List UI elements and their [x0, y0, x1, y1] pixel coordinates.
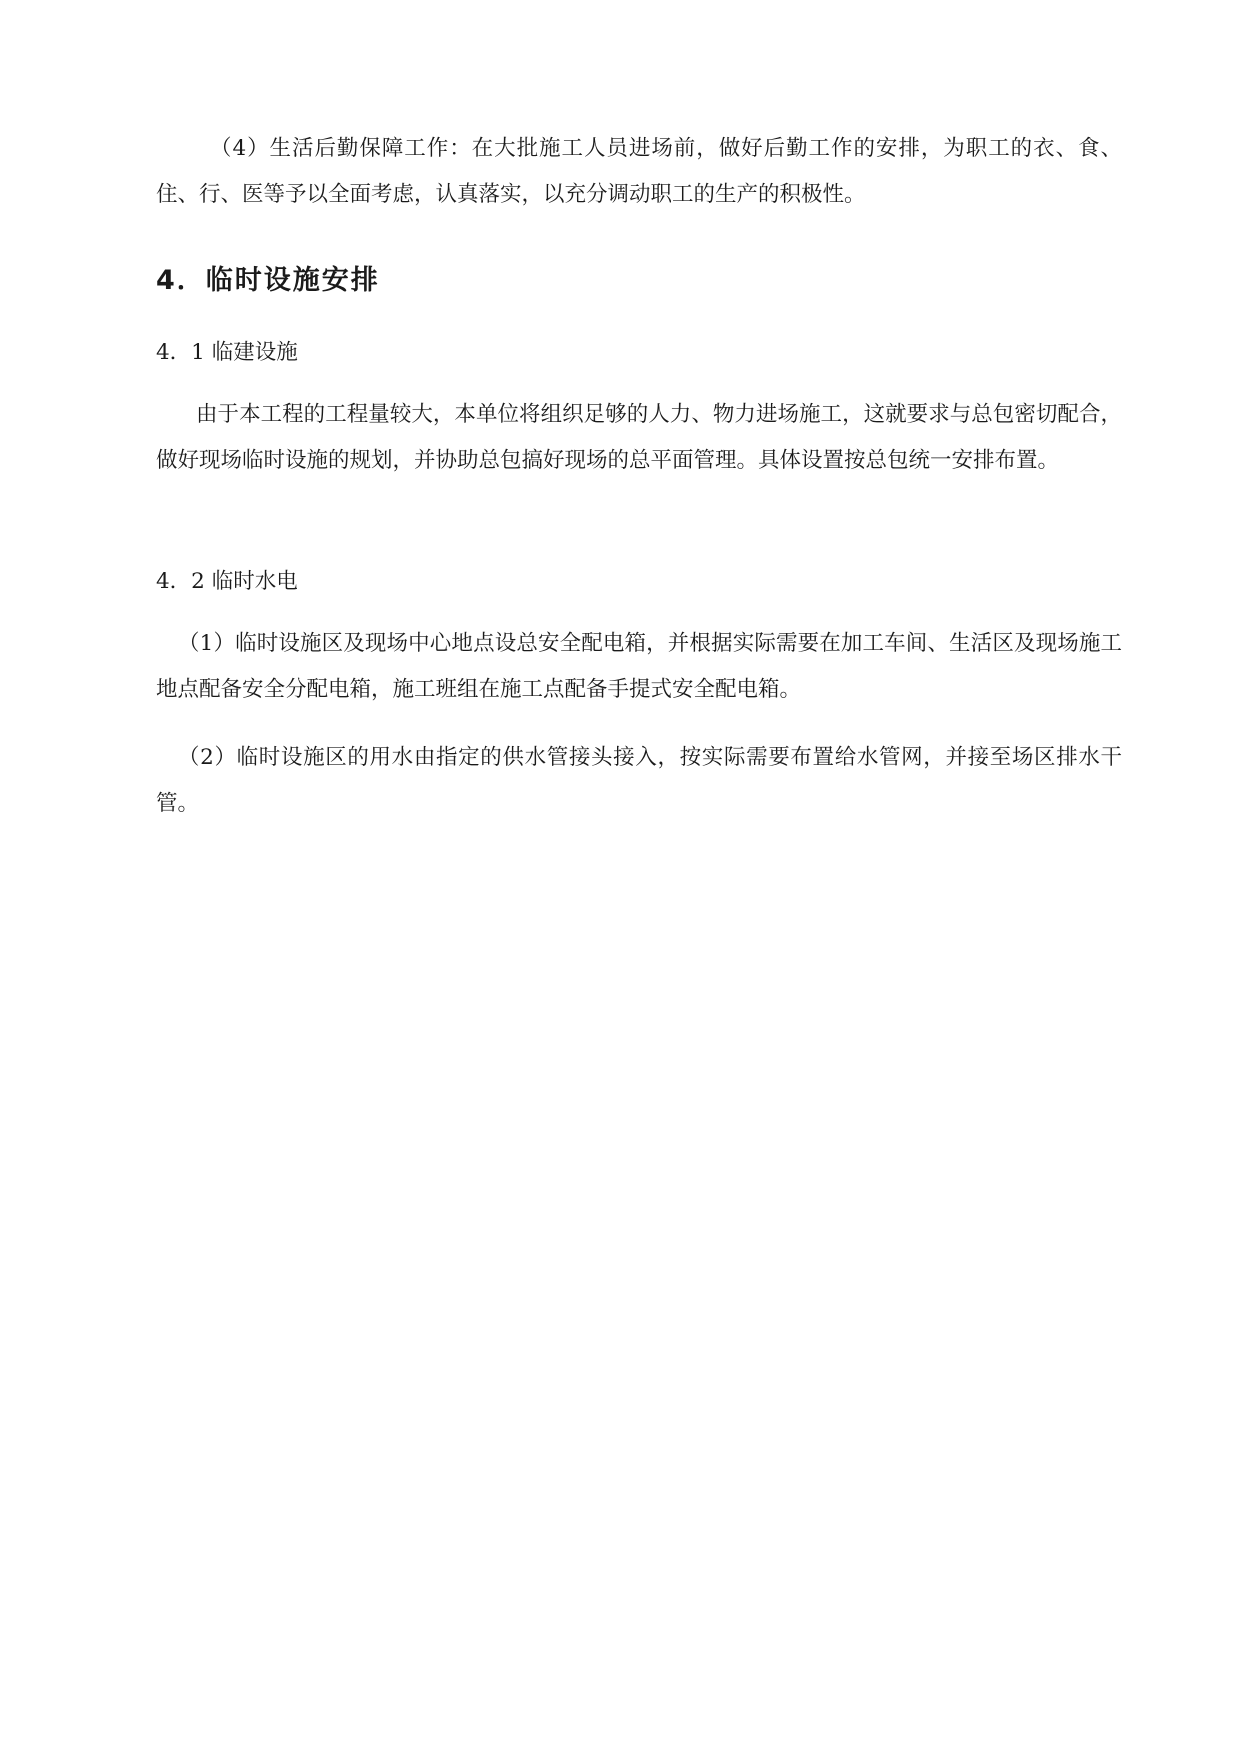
paragraph-text: （4）生活后勤保障工作：在大批施工人员进场前，做好后勤工作的安排，为职工的衣、食、住、行、医等予以全面考虑，认真落实，以充分调动职工的生产的积极性。	[156, 136, 1122, 207]
section-heading-4	[156, 261, 1122, 301]
subsection-heading-4-1	[156, 333, 1122, 373]
paragraph-water-supply	[156, 735, 1122, 827]
paragraph-text: （2）临时设施区的用水由指定的供水管接头接入，按实际需要布置给水管网，并接至场区排水干管。	[156, 745, 1122, 816]
subsection-title: 4．1 临建设施	[156, 340, 298, 365]
paragraph-temporary-facilities	[156, 392, 1122, 484]
paragraph-logistics	[156, 126, 1122, 218]
paragraph-power-supply	[156, 621, 1122, 713]
subsection-heading-4-2	[156, 562, 1122, 602]
paragraph-text: 由于本工程的工程量较大，本单位将组织足够的人力、物力进场施工，这就要求与总包密切配合，做好现场临时设施的规划，并协助总包搞好现场的总平面管理。具体设置按总包统一安排布置。	[156, 402, 1122, 473]
paragraph-text: （1）临时设施区及现场中心地点设总安全配电箱，并根据实际需要在加工车间、生活区及现场施工地点配备安全分配电箱，施工班组在施工点配备手提式安全配电箱。	[156, 631, 1122, 702]
subsection-title: 4．2 临时水电	[156, 569, 298, 594]
section-title: 4．临时设施安排	[156, 265, 380, 296]
